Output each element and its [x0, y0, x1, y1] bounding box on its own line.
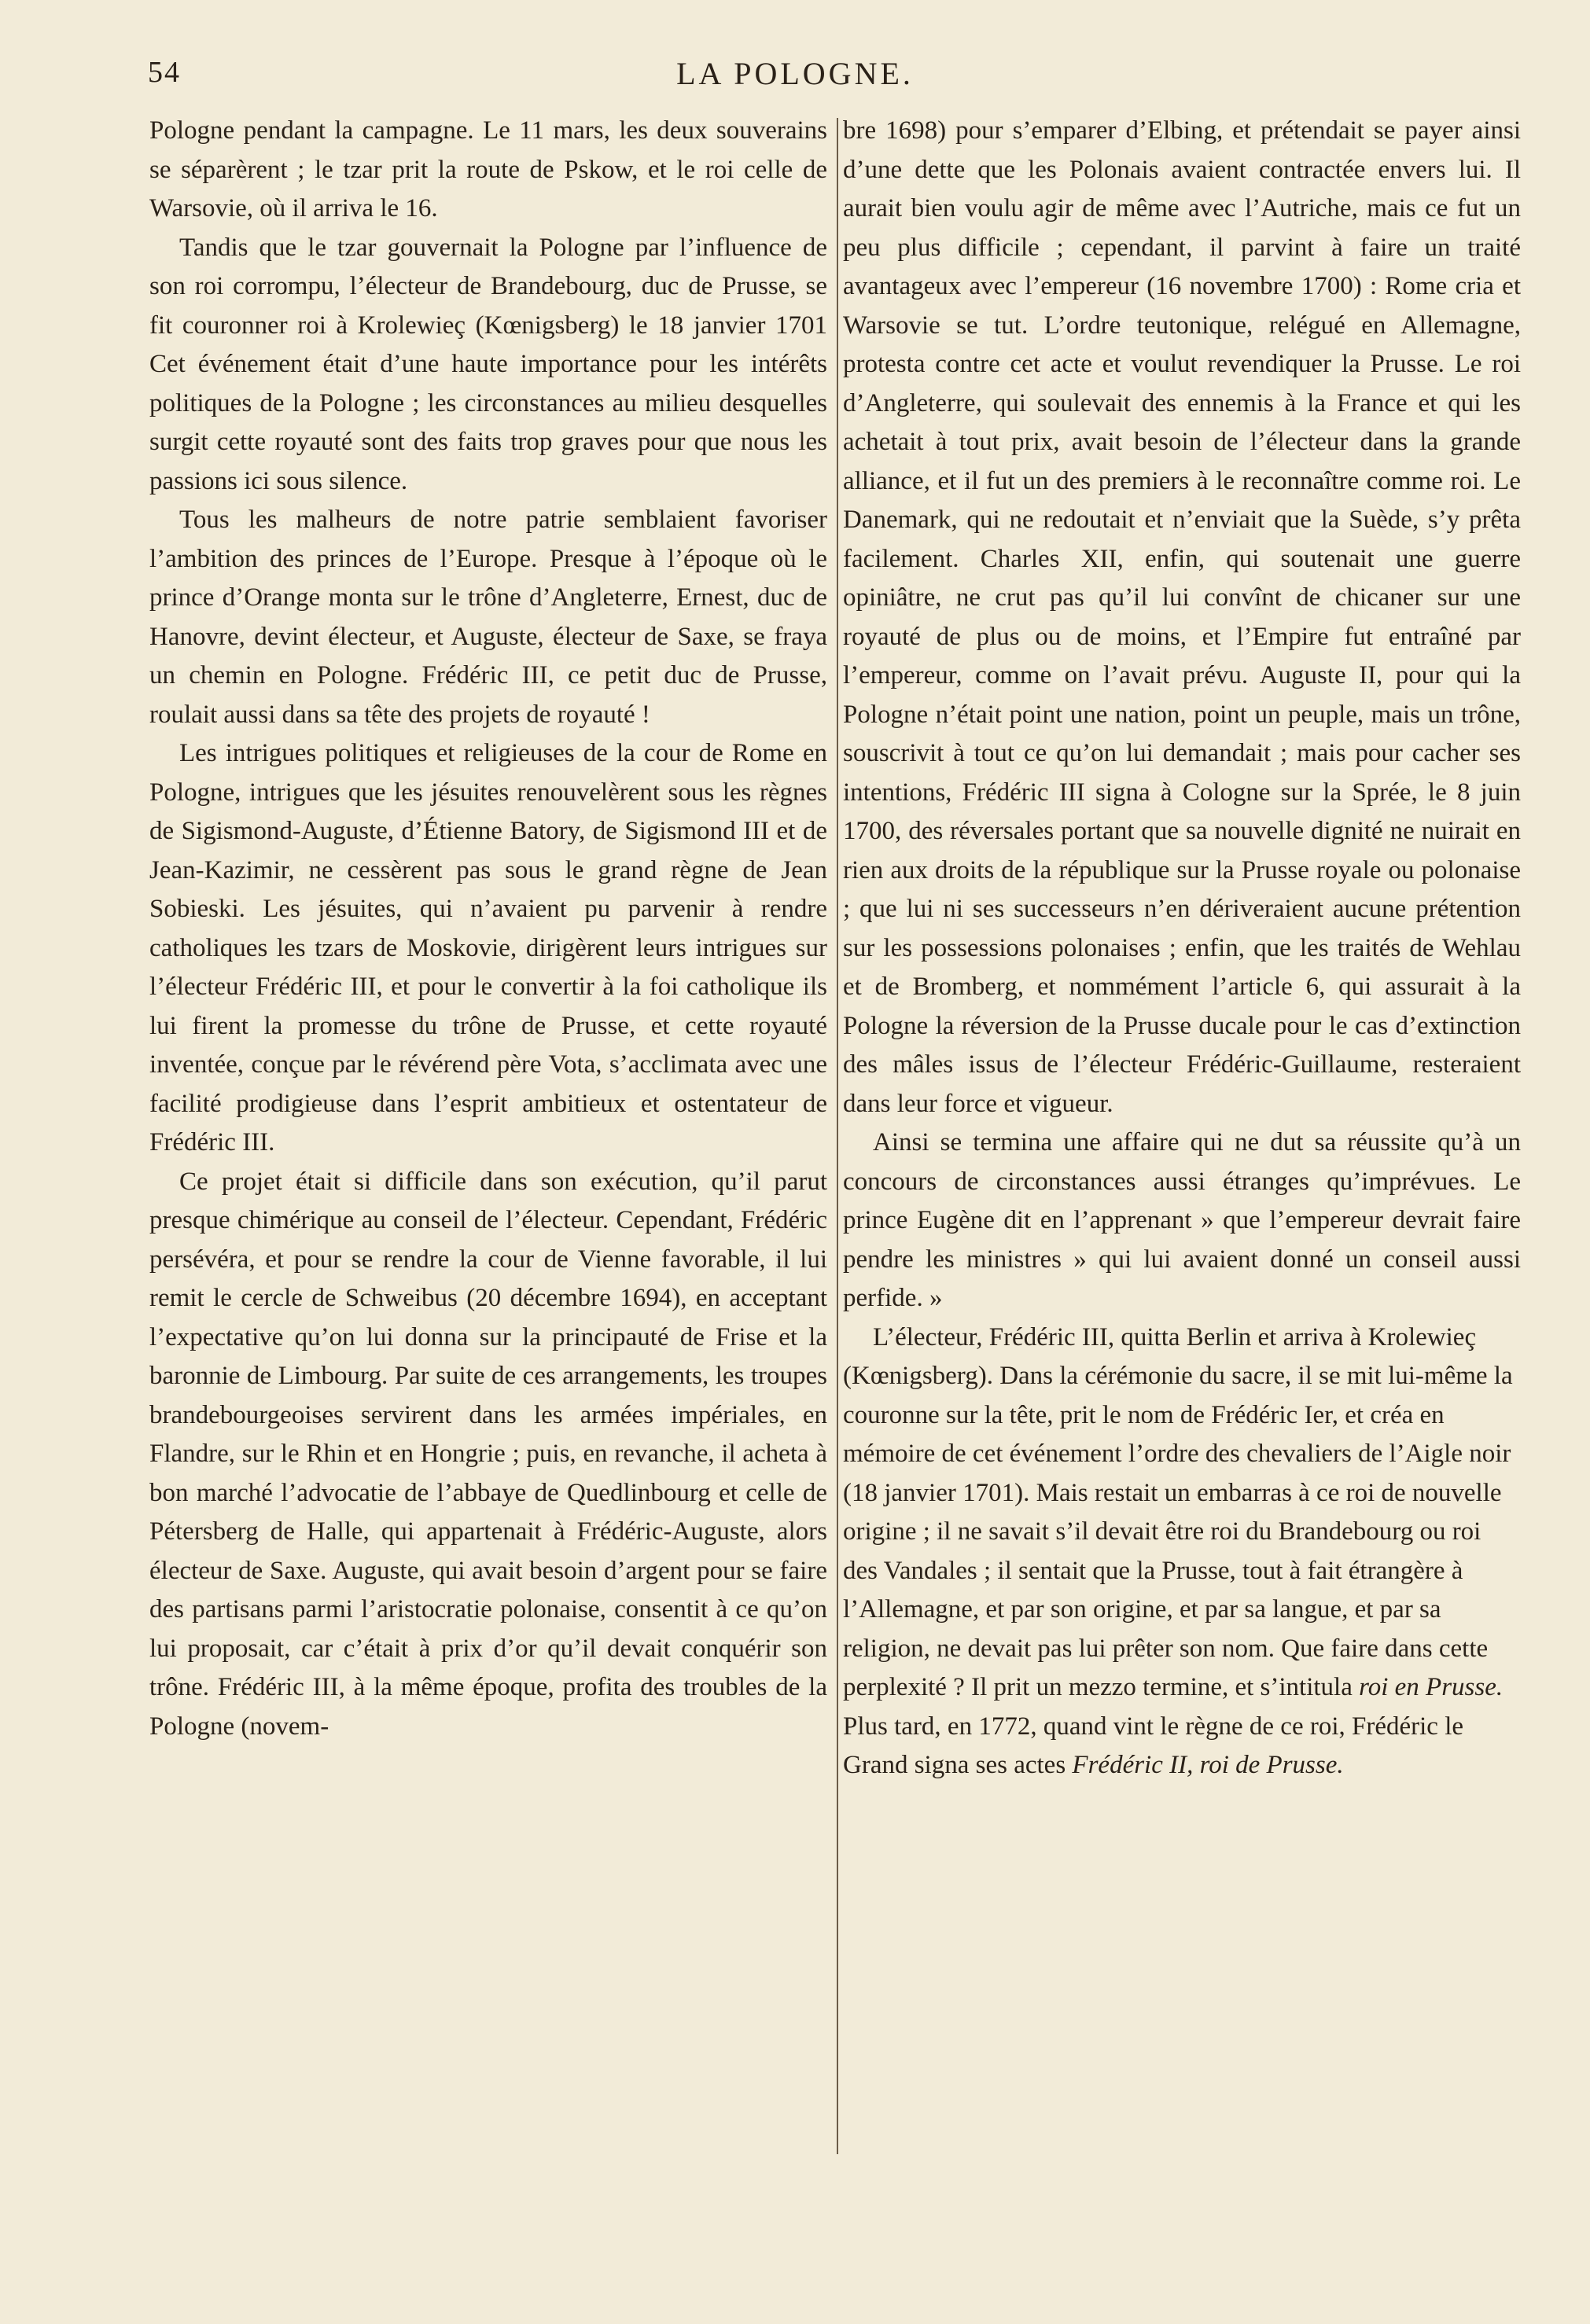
- paragraph: Ainsi se termina une affaire qui ne dut sa réussite qu’à un concours de circonstances aussi étranges qu’imprévues. Le prince Eugène dit en l’apprenant » que l’empereur devrait faire pendre les ministres » qui lui avaient donné un conseil aussi perfide. »: [843, 1128, 1521, 1312]
- paragraph-text: Plus tard, en 1772, quand vint le règne de ce roi, Frédéric le Grand signa ses actes: [843, 1712, 1464, 1779]
- paragraph: Tandis que le tzar gouvernait la Pologne par l’influence de son roi corrompu, l’électeur de Brandebourg, duc de Prusse, se fit couronner roi à Krolewieç (Kœnigsberg) le 18 janvier 1701 Cet événement était d’une haute importance pour les intérêts politiques de la Pologne ; les circonstances au milieu desquelles surgit cette royauté sont des faits trop graves pour que nous les passions ici sous silence.: [149, 233, 827, 495]
- column-divider: [837, 118, 838, 2154]
- page-header: [0, 49, 1590, 96]
- paragraph: [843, 1318, 1521, 1785]
- paragraph-text: L’électeur, Frédéric III, quitta Berlin et arriva à Krolewieç (Kœnigsberg). Dans la cérémonie du sacre, il se mit lui-même la couronne sur la tête, prit le nom de Frédéric Ier, et créa en mémoire de cet événement l’ordre des chevaliers de l’Aigle noir (18 janvier 1701). Mais restait un embarras à ce roi de nouvelle origine ; il ne savait s’il devait être roi du Brandebourg ou roi des Vandales ; il sentait que la Prusse, tout à fait étrangère à l’Allemagne, et par son origine, et par sa langue, et par sa religion, ne devait pas lui prêter son nom. Que faire dans cette perplexité ? Il prit un mezzo termine, et s’intitula: [843, 1322, 1513, 1701]
- italic-phrase: roi en Prusse.: [1359, 1673, 1504, 1701]
- right-column: [843, 112, 1521, 1785]
- page-number: 54: [148, 56, 181, 89]
- paragraph: Les intrigues politiques et religieuses de la cour de Rome en Pologne, intrigues que les jésuites renouvelèrent sous les règnes de Sigismond-Auguste, d’Étienne Batory, de Sigismond III et de Jean-Kazimir, ne cessèrent pas sous le grand règne de Jean Sobieski. Les jésuites, qui n’avaient pu parvenir à rendre catholiques les tzars de Moskovie, dirigèrent leurs intrigues sur l’électeur Frédéric III, et pour le convertir à la foi catholique ils lui firent la promesse du trône de Prusse, et cette royauté inventée, conçue par le révérend père Vota, s’acclimata avec une facilité prodigieuse dans l’esprit ambitieux et ostentateur de Frédéric III.: [149, 739, 827, 1156]
- running-title: LA POLOGNE.: [676, 56, 914, 91]
- paragraph: bre 1698) pour s’emparer d’Elbing, et prétendait se payer ainsi d’une dette que les Polonais avaient contractée envers lui. Il aurait bien voulu agir de même avec l’Autriche, mais ce fut un peu plus difficile ; cependant, il parvint à faire un traité avantageux avec l’empereur (16 novembre 1700) : Rome cria et Warsovie se tut. L’ordre teutonique, relégué en Allemagne, protesta contre cet acte et voulut revendiquer la Prusse. Le roi d’Angleterre, qui soulevait des ennemis à la France et qui les achetait à tout prix, avait besoin de l’électeur dans la grande alliance, et il fut un des premiers à le reconnaître comme roi. Le Danemark, qui ne redoutait et n’enviait que la Suède, s’y prêta facilement. Charles XII, enfin, qui soutenait une guerre opiniâtre, ne crut pas qu’il lui convînt de chicaner sur une royauté de plus ou de moins, et l’Empire fut entraîné par l’empereur, comme on l’avait prévu. Auguste II, pour qui la Pologne n’était point une nation, point un peuple, mais un trône, souscrivit à tout ce qu’on lui demandait ; mais pour cacher ses intentions, Frédéric III signa à Cologne sur la Sprée, le 8 juin 1700, des réversales portant que sa nouvelle dignité ne nuirait en rien aux droits de la république sur la Prusse royale ou polonaise ; que lui ni ses successeurs n’en dériveraient aucune prétention sur les possessions polonaises ; enfin, que les traités de Wehlau et de Bromberg, et nommément l’article 6, qui assurait à la Pologne la réversion de la Prusse ducale pour le cas d’extinction des mâles issus de l’électeur Frédéric-Guillaume, resteraient dans leur force et vigueur.: [843, 116, 1521, 1118]
- italic-phrase: Frédéric II, roi de Prusse.: [1072, 1751, 1344, 1779]
- left-column: [149, 112, 827, 1746]
- paragraph: Tous les malheurs de notre patrie semblaient favoriser l’ambition des princes de l’Europe. Presque à l’époque où le prince d’Orange monta sur le trône d’Angleterre, Ernest, duc de Hanovre, devint électeur, et Auguste, électeur de Saxe, se fraya un chemin en Pologne. Frédéric III, ce petit duc de Prusse, roulait aussi dans sa tête des projets de royauté !: [149, 506, 827, 729]
- paragraph: Pologne pendant la campagne. Le 11 mars, les deux souverains se séparèrent ; le tzar prit la route de Pskow, et le roi celle de Warsovie, où il arriva le 16.: [149, 116, 827, 222]
- paragraph: Ce projet était si difficile dans son exécution, qu’il parut presque chimérique au conseil de l’électeur. Cependant, Frédéric persévéra, et pour se rendre la cour de Vienne favorable, il lui remit le cercle de Schweibus (20 décembre 1694), en acceptant l’expectative qu’on lui donna sur la principauté de Frise et la baronnie de Limbourg. Par suite de ces arrangements, les troupes brandebourgeoises servirent dans les armées impériales, en Flandre, sur le Rhin et en Hongrie ; puis, en revanche, il acheta à bon marché l’advocatie de l’abbaye de Quedlinbourg et celle de Pétersberg de Halle, qui appartenait à Frédéric-Auguste, alors électeur de Saxe. Auguste, qui avait besoin d’argent pour se faire des partisans parmi l’aristocratie polonaise, consentit à ce qu’on lui proposait, car c’était à prix d’or qu’il devait conquérir son trône. Frédéric III, à la même époque, profita des troubles de la Pologne (novem-: [149, 1167, 827, 1741]
